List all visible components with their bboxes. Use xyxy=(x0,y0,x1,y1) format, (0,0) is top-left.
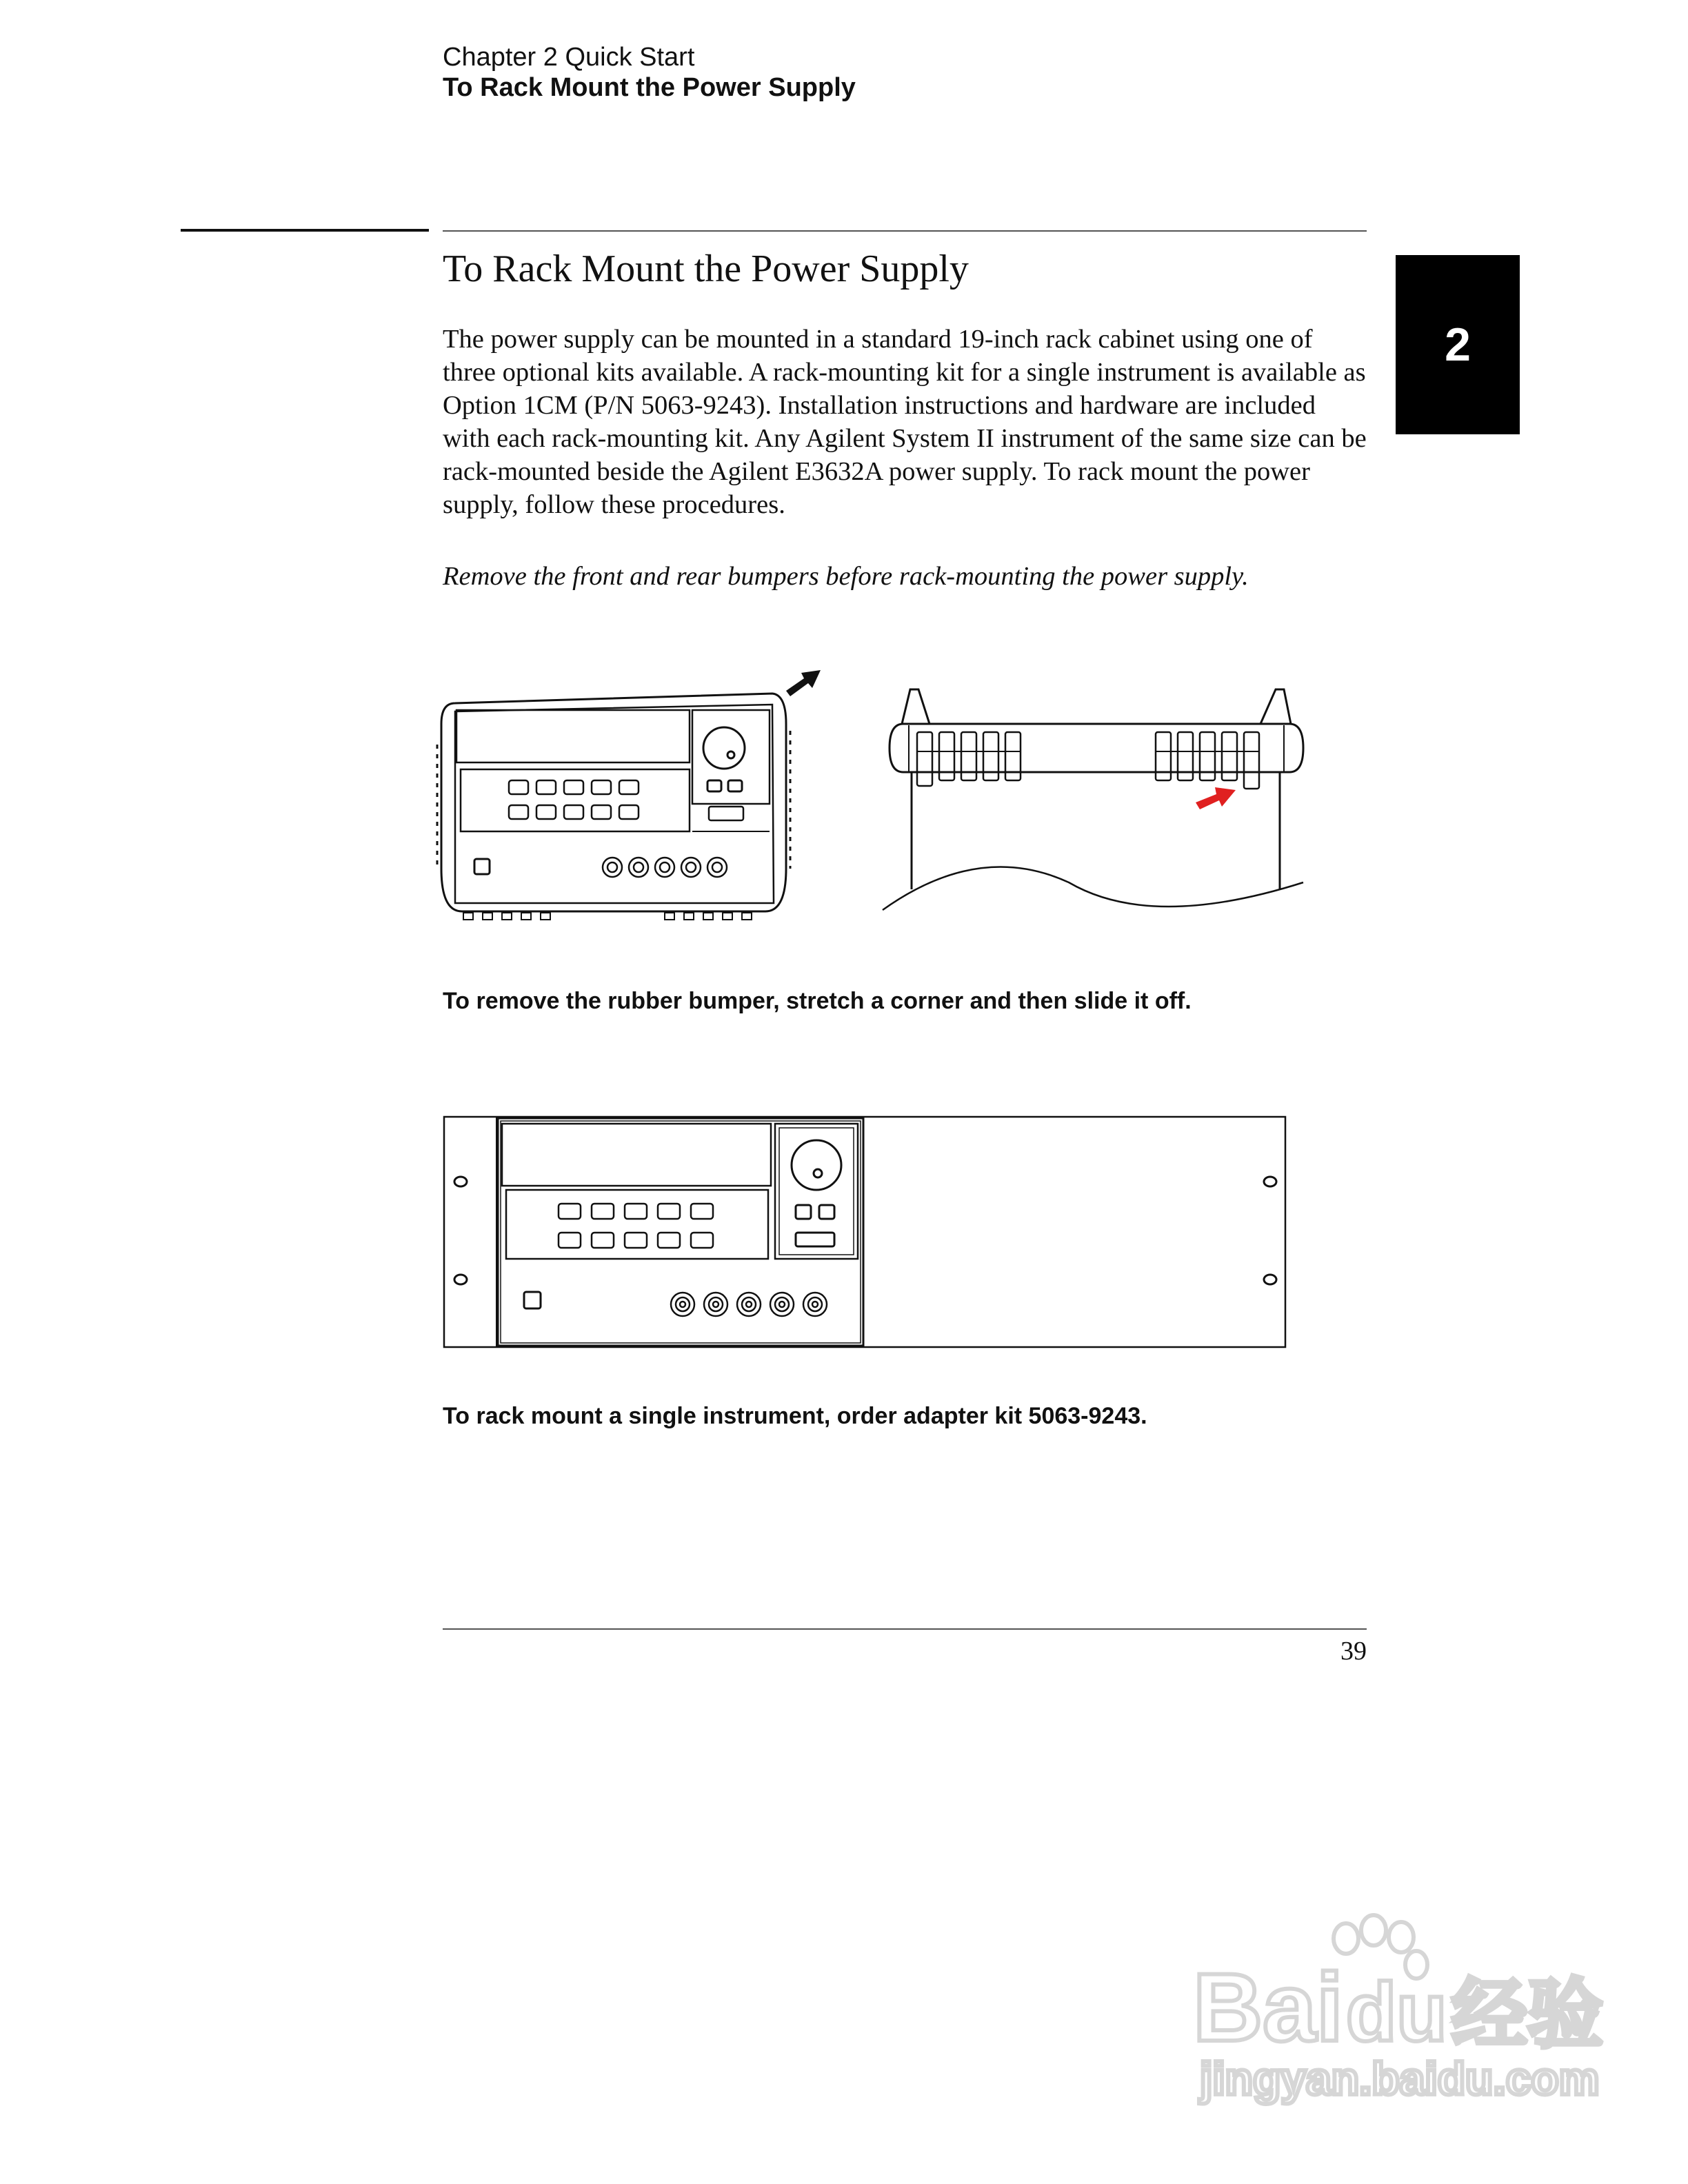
slide-off-arrow-icon xyxy=(783,665,825,699)
power-supply-bumper-illustration xyxy=(434,662,793,924)
running-header-section: To Rack Mount the Power Supply xyxy=(443,73,856,102)
chapter-tab: 2 xyxy=(1396,255,1520,434)
body-paragraph: The power supply can be mounted in a standard 19-inch rack cabinet using one of three optional kits available. A rack-mounting kit for a single instrument is available as Option 1CM (P/N 5063-9243). Installation instructions and hardware are included with each rack-mounting kit. Any Agilent System II instrument of the same size can be rack-mounted beside the Agilent E3632A power supply. To rack mount the power supply, follow these procedures. xyxy=(443,325,1367,519)
page-number: 39 xyxy=(1340,1637,1367,1666)
running-header-chapter: Chapter 2 Quick Start xyxy=(443,43,695,72)
bumper-corner-arrow-icon xyxy=(1193,779,1241,813)
svg-text:jingyan.baidu.com: jingyan.baidu.com xyxy=(1200,2053,1600,2104)
figure-caption-rack-mount: To rack mount a single instrument, order adapter kit 5063-9243. xyxy=(443,1403,1147,1429)
left-margin-rule xyxy=(181,229,429,232)
figure-caption-bumper: To remove the rubber bumper, stretch a corner and then slide it off. xyxy=(443,988,1192,1014)
svg-text:Bai: Bai xyxy=(1193,1953,1343,2061)
svg-text:经验: 经验 xyxy=(1451,1972,1603,2057)
section-title: To Rack Mount the Power Supply xyxy=(443,247,969,290)
rack-mount-adapter-illustration xyxy=(441,1114,1289,1351)
section-rule xyxy=(443,230,1367,232)
bumper-corner-illustration xyxy=(876,682,1317,938)
bumper-note: Remove the front and rear bumpers before rack-mounting the power supply. xyxy=(443,562,1249,591)
footer-rule xyxy=(443,1628,1367,1630)
svg-text:du: du xyxy=(1346,1966,1447,2059)
baidu-jingyan-watermark-logo xyxy=(1186,1910,1603,2110)
